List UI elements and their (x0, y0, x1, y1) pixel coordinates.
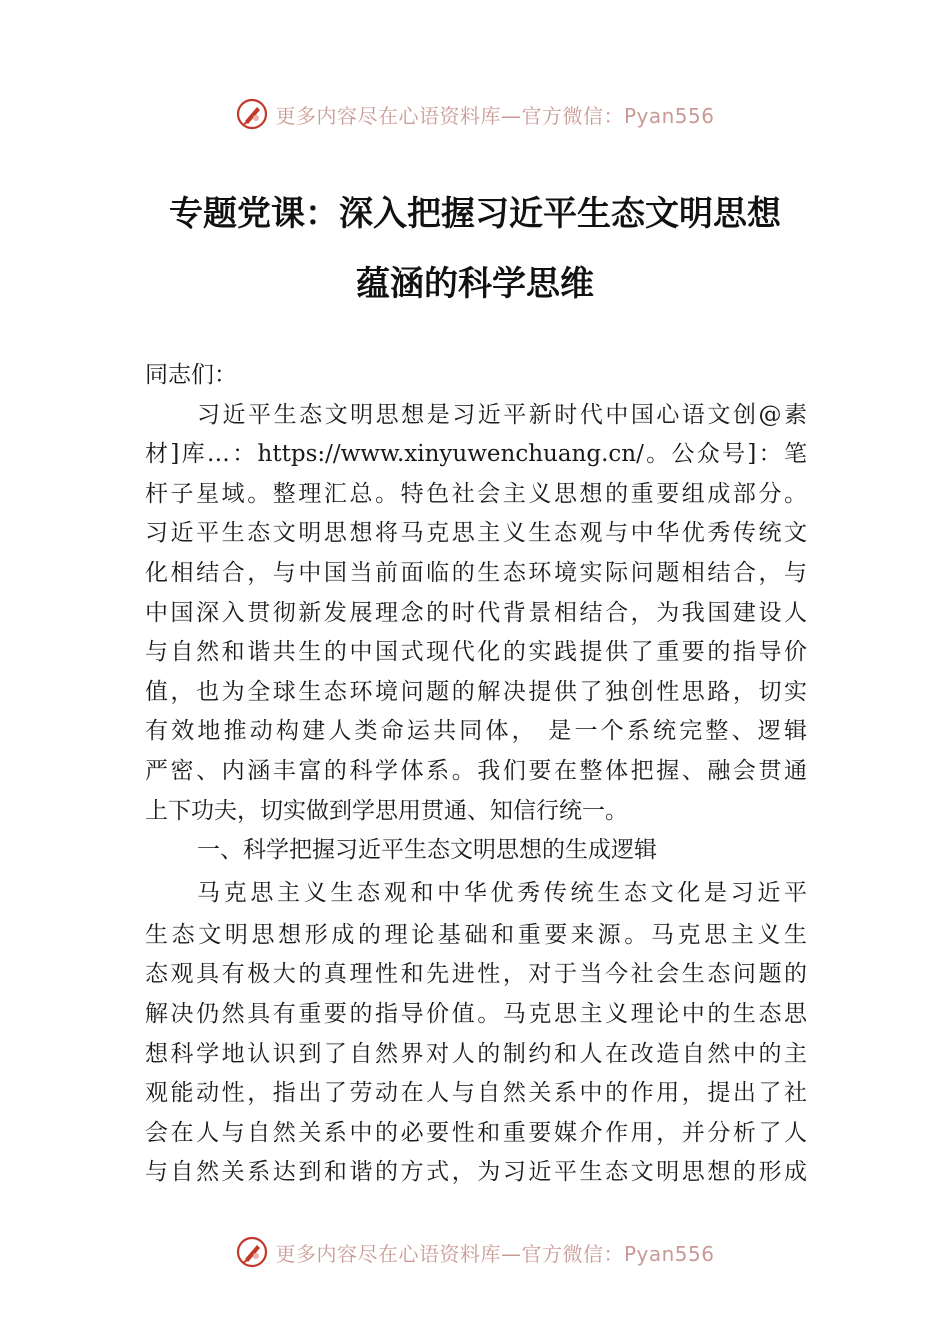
section-heading: 一、科学把握习近平生态文明思想的生成逻辑 (197, 837, 657, 864)
watermark-text: 更多内容尽在心语资料库—官方微信：Pyan556 (275, 103, 715, 128)
paragraph-line: 值，也为全球生态环境问题的解决提供了独创性思路，切实 (145, 678, 807, 705)
header-watermark-banner (0, 94, 950, 134)
paragraph-line: 观能动性，指出了劳动在人与自然关系中的作用，提出了社 (145, 1080, 807, 1107)
paragraph-line: 解决仍然具有重要的指导价值。马克思主义理论中的生态思 (145, 1000, 807, 1027)
paragraph-line: 化相结合，与中国当前面临的生态环境实际问题相结合，与 (145, 559, 807, 586)
paragraph-line: 与自然关系达到和谐的方式，为习近平生态文明思想的形成 (145, 1159, 807, 1186)
paragraph-line: 想科学地认识到了自然界对人的制约和人在改造自然中的主 (145, 1040, 807, 1067)
paragraph-section1 (145, 871, 807, 1193)
paragraph-line: 会在人与自然关系中的必要性和重要媒介作用，并分析了人 (145, 1119, 807, 1146)
watermark-text: 更多内容尽在心语资料库—官方微信：Pyan556 (275, 1241, 715, 1266)
paragraph-line: 中国深入贯彻新发展理念的时代背景相结合，为我国建设人 (145, 599, 807, 626)
paragraph-line: 有效地推动构建人类命运共同体， 是一个系统完整、逻辑 (145, 718, 807, 745)
paragraph-line: 马克思主义生态观和中华优秀传统生态文化是习近平 (197, 879, 807, 906)
paragraph-line: 生态文明思想形成的理论基础和重要来源。马克思主义生 (145, 921, 807, 948)
pen-nib-seal-icon (235, 97, 269, 131)
paragraph-line: 态观具有极大的真理性和先进性，对于当今社会生态问题的 (145, 961, 807, 988)
paragraph-line: 与自然和谐共生的中国式现代化的实践提供了重要的指导价 (145, 639, 807, 666)
footer-watermark-banner (0, 1232, 950, 1272)
paragraph-intro (145, 396, 807, 832)
pen-nib-seal-icon (235, 1235, 269, 1269)
document-body (145, 356, 807, 1193)
paragraph-line: 材]库…：https://www.xinyuwenchuang.cn/。公众号]：笔 (145, 441, 807, 468)
paragraph-line: 严密、内涵丰富的科学体系。我们要在整体把握、融会贯通 (145, 757, 807, 784)
paragraph-line: 习近平生态文明思想是习近平新时代中国心语文创@素 (197, 401, 807, 428)
page-title-line-2: 蕴涵的科学思维 (356, 264, 594, 304)
paragraph-line: 习近平生态文明思想将马克思主义生态观与中华优秀传统文 (145, 520, 807, 547)
paragraph-line: 杆子星域。整理汇总。特色社会主义思想的重要组成部分。 (145, 480, 807, 507)
paragraph-line: 上下功夫，切实做到学思用贯通、知信行统一。 (145, 797, 628, 824)
salutation: 同志们： (145, 362, 237, 388)
page-title-line-1: 专题党课：深入把握习近平生态文明思想 (169, 194, 781, 234)
